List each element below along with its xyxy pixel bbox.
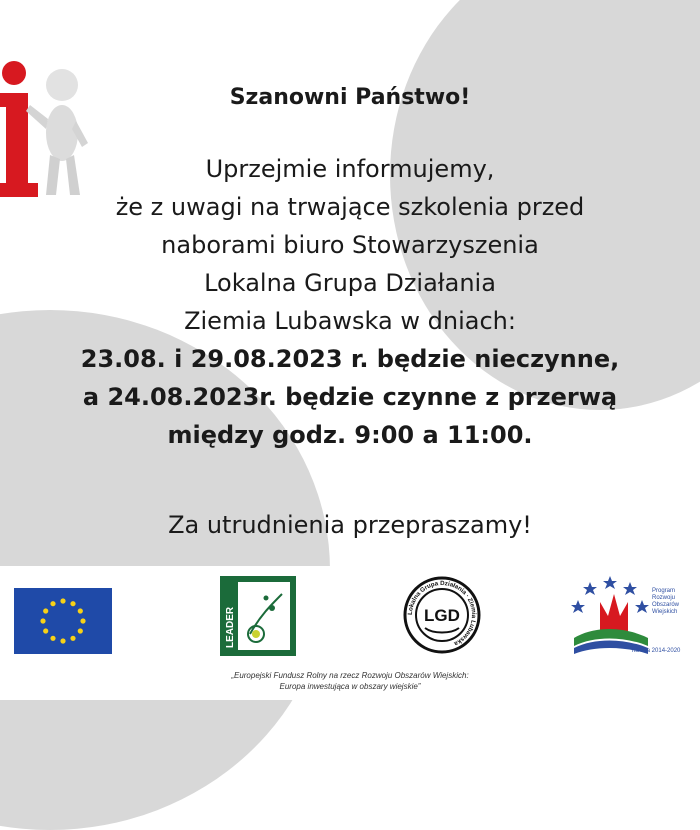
notice-line: Lokalna Grupa Działania [204,269,496,297]
lgd-logo [403,576,481,654]
footer-line-2: Europa inwestująca w obszary wiejskie” [279,682,421,691]
apology-text: Za utrudnienia przepraszamy! [168,511,532,539]
footer-line-1: „Europejski Fundusz Rolny na rzecz Rozwoju Obszarów Wiejskich: [231,671,469,680]
footer-caption [0,670,700,692]
break-hours-line: między godz. 9:00 a 11:00. [167,421,533,449]
closure-dates-line: 23.08. i 29.08.2023 r. będzie nieczynne, [80,345,620,373]
notice-line: że z uwagi na trwające szkolenia przed [115,193,585,221]
greeting-heading: Szanowni Państwo! [229,85,471,110]
leader-logo [220,576,296,656]
notice-line: Ziemia Lubawska w dniach: [184,307,516,335]
notice-line: naborami biuro Stowarzyszenia [161,231,539,259]
notice-text [20,78,680,454]
prow-program-name: Program Rozwoju Obszarów Wiejskich [652,588,680,615]
break-date-line: a 24.08.2023r. będzie czynne z przerwą [82,383,618,411]
leader-text: LEADER [225,606,236,648]
lgd-ring-text: Lokalna Grupa Działania · Ziemia Lubawska [406,579,478,648]
eu-flag-logo [14,588,112,654]
notice-line: Uprzejmie informujemy, [205,155,495,183]
prow-logo-icon [570,572,650,656]
lgd-letters: LGD [424,606,460,625]
prow-years: na lata 2014-2020 [632,648,681,654]
